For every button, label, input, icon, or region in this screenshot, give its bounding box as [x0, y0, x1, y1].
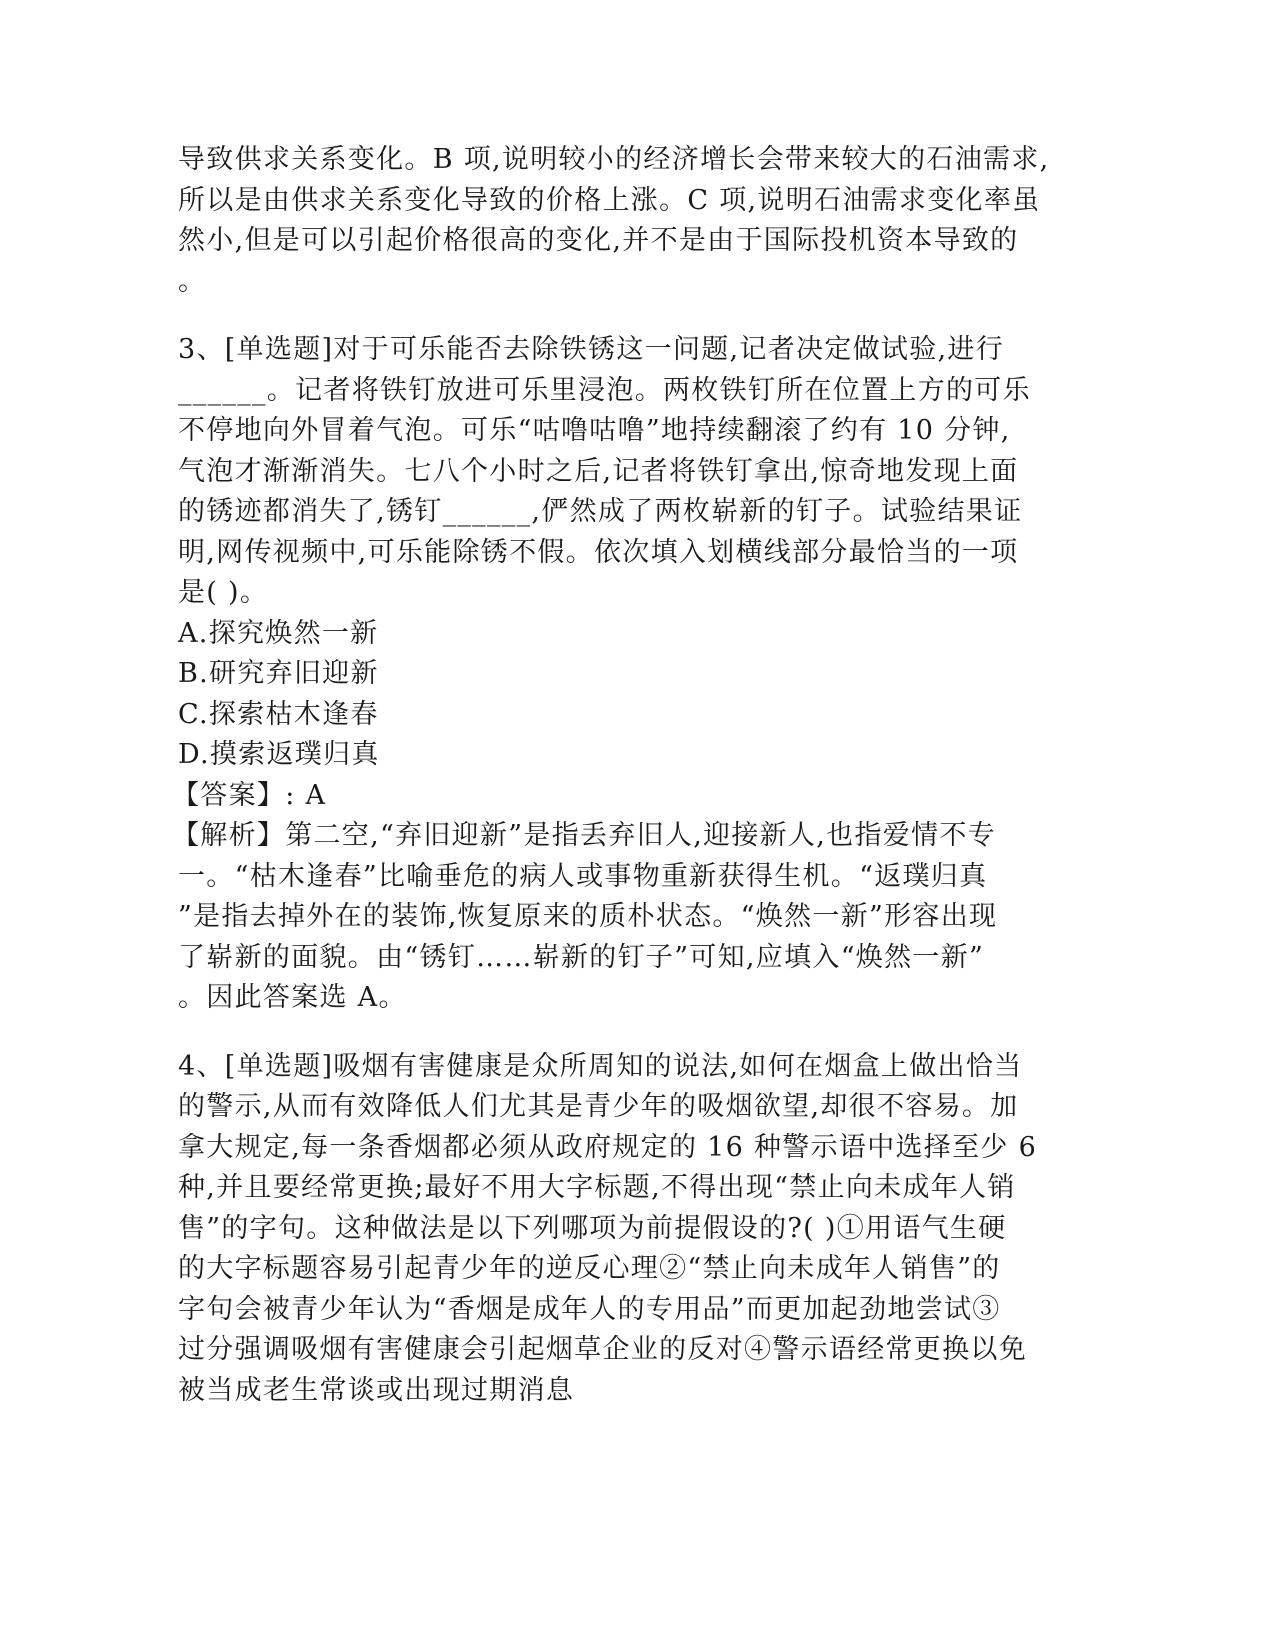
answer-line: 【答案】: A [172, 779, 327, 811]
question-stem [178, 1047, 1083, 1412]
text-line: 是( )。 [178, 577, 269, 608]
text-line: 然小,但是可以引起价格很高的变化,并不是由于国际投机资本导致的 [178, 225, 1019, 256]
question-4 [178, 1047, 1083, 1412]
text-line: 气泡才渐渐消失。七八个小时之后,记者将铁钉拿出,惊奇地发现上面 [178, 455, 1019, 487]
text-line: 。 [178, 265, 207, 297]
option-b: B.研究弃旧迎新 [178, 658, 379, 689]
option-d: D.摸索返璞归真 [178, 739, 380, 770]
text-line: ”是指去掉外在的装饰,恢复原来的质朴状态。“焕然一新”形容出现 [178, 901, 998, 932]
text-line: 。因此答案选 A。 [178, 982, 407, 1013]
option-a: A.探究焕然一新 [178, 617, 379, 649]
text-line: 一。“枯木逢春”比喻垂危的病人或事物重新获得生机。“返璞归真 [178, 860, 988, 892]
text-line: 所以是由供求关系变化导致的价格上涨。C 项,说明石油需求变化率虽 [178, 184, 1041, 216]
text-line: 3、[单选题]对于可乐能否去除铁锈这一问题,记者决定做试验,进行 [178, 334, 1005, 365]
text-line: 了崭新的面貌。由“锈钉……崭新的钉子”可知,应填入“焕然一新” [178, 941, 985, 973]
text-line: 的警示,从而有效降低人们尤其是青少年的吸烟欲望,却很不容易。加 [178, 1091, 1019, 1122]
text-line: 的锈迹都消失了,锈钉______,俨然成了两枚崭新的钉子。试验结果证 [178, 496, 1023, 527]
text-line: ______。记者将铁钉放进可乐里浸泡。两枚铁钉所在位置上方的可乐 [178, 374, 1031, 406]
text-line: 过分强调吸烟有害健康会引起烟草企业的反对④警示语经常更换以免 [178, 1334, 1027, 1365]
text-line: 明,网传视频中,可乐能除锈不假。依次填入划横线部分最恰当的一项 [178, 536, 1019, 568]
text-line: 4、[单选题]吸烟有害健康是众所周知的说法,如何在烟盒上做出恰当 [178, 1050, 1023, 1082]
text-line: 字句会被青少年认为“香烟是成年人的专用品”而更加起劲地尝试③ [178, 1293, 1001, 1325]
analysis [172, 816, 1083, 1019]
text-line: 不停地向外冒着气泡。可乐“咕噜咕噜”地持续翻滚了约有 10 分钟, [178, 415, 1011, 446]
previous-explanation [178, 140, 1083, 302]
text-line: 拿大规定,每一条香烟都必须从政府规定的 16 种警示语中选择至少 6 [178, 1131, 1038, 1163]
text-line: 【解析】第二空,“弃旧迎新”是指丢弃旧人,迎接新人,也指爱情不专 [172, 820, 996, 851]
text-line: 售”的字句。这种做法是以下列哪项为前提假设的?( )①用语气生硬 [178, 1212, 1007, 1244]
text-line: 种,并且要经常更换;最好不用大字标题,不得出现“禁止向未成年人销 [178, 1172, 1016, 1203]
text-line: 导致供求关系变化。B 项,说明较小的经济增长会带来较大的石油需求, [178, 144, 1050, 175]
text-line: 的大字标题容易引起青少年的逆反心理②“禁止向未成年人销售”的 [178, 1253, 1001, 1284]
option-c: C.探索枯木逢春 [178, 698, 379, 730]
question-3 [172, 330, 1083, 1019]
document-page [172, 140, 1083, 1411]
text-line: 被当成老生常谈或出现过期消息 [178, 1374, 575, 1406]
options-list [178, 614, 1083, 776]
question-stem [178, 330, 1083, 614]
